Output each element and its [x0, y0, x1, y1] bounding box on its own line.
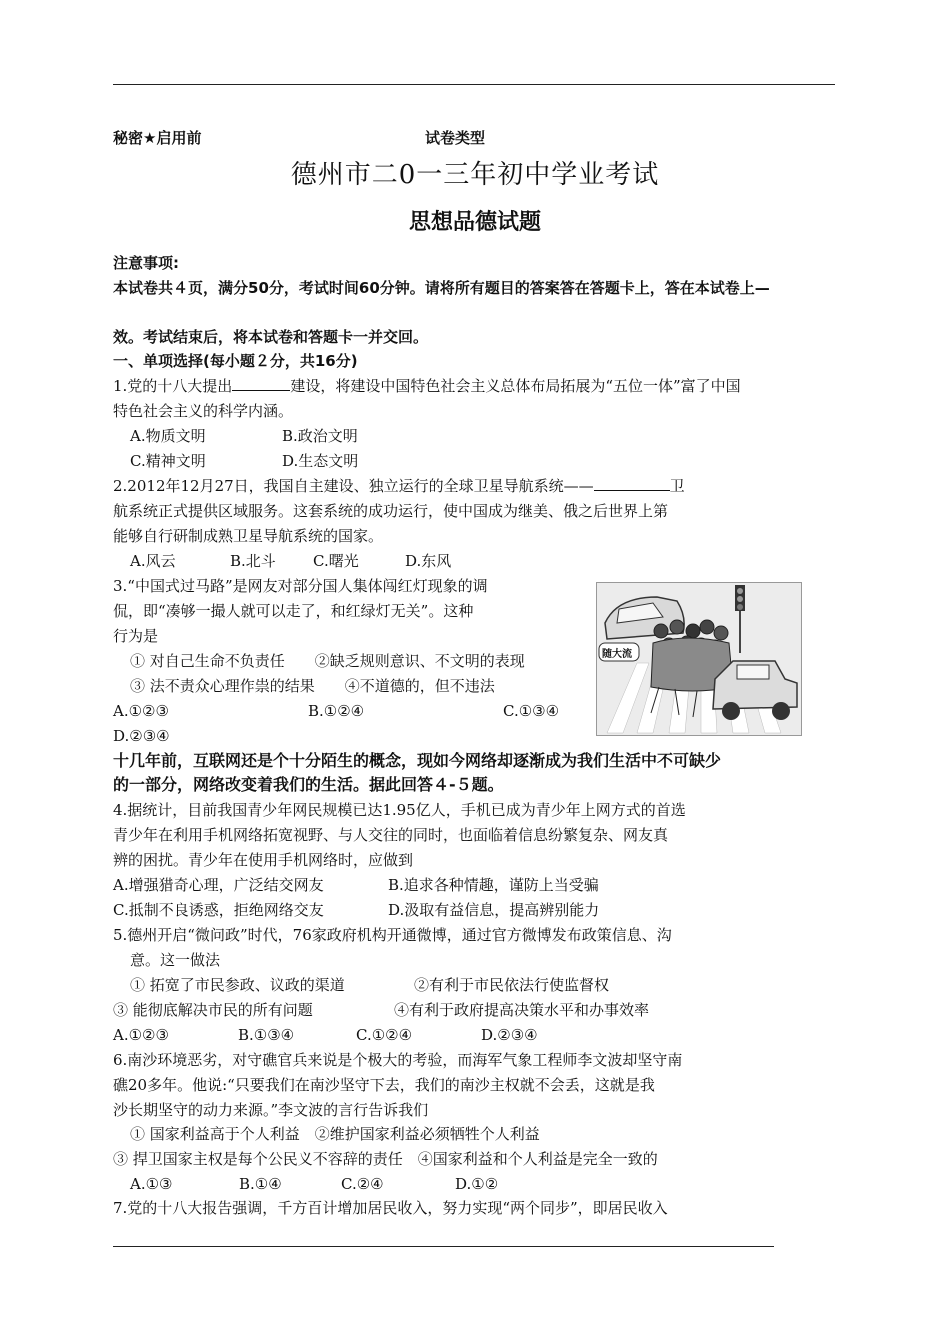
q6-line-1: 6.南沙环境恶劣，对守礁官兵来说是个极大的考验，而海军气象工程师李文波却坚守南 [113, 1051, 683, 1069]
top-rule [113, 84, 835, 85]
q5-option-a: A.①②③ [113, 1026, 169, 1044]
q5-option-b: B.①③④ [238, 1026, 295, 1044]
secret-label: 秘密★启用前 [113, 129, 202, 147]
q3-option-b: B.①②④ [308, 702, 365, 720]
q1-line-2: 特色社会主义的科学内涵。 [113, 402, 294, 420]
q2-option-d: D.东风 [405, 552, 452, 570]
q2-line-3: 能够自行研制成熟卫星导航系统的国家。 [113, 527, 384, 545]
q3-line-2: 侃，即“凑够一撮人就可以走了，和红绿灯无关”。这种 [113, 602, 474, 620]
q4-option-d: D.汲取有益信息，提高辨别能力 [388, 901, 600, 919]
q6-option-a: A.①③ [130, 1175, 173, 1193]
q2-line-2: 航系统正式提供区域服务。这套系统的成功运行，使中国成为继美、俄之后世界上第 [113, 502, 669, 520]
q2-text-a: 2.2012年12月27日，我国自主建设、独立运行的全球卫星导航系统—— [113, 477, 594, 495]
q1-line-1 [113, 376, 741, 396]
q1-option-a: A.物质文明 [130, 427, 206, 445]
notice-line-1: 本试卷共４页，满分50分，考试时间60分钟。请将所有题目的答案答在答题卡上，答在本试卷上— [113, 279, 770, 297]
q6-option-c: C.②④ [341, 1175, 384, 1193]
exam-subtitle: 思想品德试题 [408, 210, 541, 235]
q3-option-c: C.①③④ [503, 702, 560, 720]
q2-blank [594, 476, 670, 491]
q5-line-2: 意。这一做法 [130, 951, 221, 969]
q1-option-c: C.精神文明 [130, 452, 206, 470]
notice-line-2: 效。考试结束后，将本试卷和答题卡一并交回。 [113, 328, 429, 346]
q6-line-2: 礁20多年。他说:“只要我们在南沙坚守下去，我们的南沙主权就不会丢，这就是我 [113, 1076, 655, 1094]
q5-item-3: ③ 能彻底解决市民的所有问题 [113, 1001, 313, 1019]
passage-line-2: 的一部分，网络改变着我们的生活。据此回答４-５题。 [113, 775, 504, 794]
q1-text-a: 1.党的十八大提出 [113, 377, 233, 395]
q5-item-1: ① 拓宽了市民参政、议政的渠道 [130, 976, 345, 994]
q2-option-b: B.北斗 [230, 552, 276, 570]
q6-items-3-4: ③ 捍卫国家主权是每个公民义不容辞的责任 ④国家利益和个人利益是完全一致的 [113, 1150, 658, 1168]
q4-line-1: 4.据统计，目前我国青少年网民规模已达1.95亿人，手机已成为青少年上网方式的首选 [113, 801, 686, 819]
q3-option-d: D.②③④ [113, 727, 170, 745]
cartoon-bubble-text: 随大流 [602, 649, 632, 660]
q1-text-b: 建设，将建设中国特色社会主义总体布局拓展为“五位一体”富了中国 [290, 377, 741, 395]
q1-option-b: B.政治文明 [282, 427, 358, 445]
q3-option-a: A.①②③ [113, 702, 169, 720]
section-heading: 一、单项选择(每小题２分，共16分) [113, 352, 358, 370]
q5-line-1: 5.德州开启“微问政”时代，76家政府机构开通微博，通过官方微博发布政策信息、沟 [113, 926, 672, 944]
jaywalking-cartoon [596, 582, 802, 736]
q1-option-d: D.生态文明 [282, 452, 359, 470]
q5-option-c: C.①②④ [356, 1026, 413, 1044]
q2-option-c: C.曙光 [313, 552, 359, 570]
q2-text-b: 卫 [669, 477, 685, 495]
q5-item-4: ④有利于政府提高决策水平和办事效率 [394, 1001, 650, 1019]
paper-type-label: 试卷类型 [425, 129, 486, 147]
q4-option-a: A.增强猎奇心理，广泛结交网友 [113, 876, 324, 894]
q6-option-d: D.①② [455, 1175, 499, 1193]
q7-line-1: 7.党的十八大报告强调，千方百计增加居民收入，努力实现“两个同步”，即居民收入 [113, 1199, 668, 1217]
q3-line-3: 行为是 [113, 627, 159, 645]
bottom-rule [113, 1246, 774, 1247]
q4-option-b: B.追求各种情趣，谨防上当受骗 [388, 876, 599, 894]
q5-option-d: D.②③④ [481, 1026, 538, 1044]
q4-option-c: C.抵制不良诱惑，拒绝网络交友 [113, 901, 324, 919]
q2-option-a: A.风云 [130, 552, 176, 570]
notice-heading: 注意事项: [113, 254, 179, 272]
q1-blank [232, 376, 290, 391]
q3-line-1: 3.“中国式过马路”是网友对部分国人集体闯红灯现象的调 [113, 577, 488, 595]
q6-line-3: 沙长期坚守的动力来源。”李文波的言行告诉我们 [113, 1101, 429, 1119]
q3-items-1-2: ① 对自己生命不负责任 ②缺乏规则意识、不文明的表现 [130, 652, 525, 670]
q6-option-b: B.①④ [239, 1175, 282, 1193]
q5-item-2: ②有利于市民依法行使监督权 [414, 976, 610, 994]
q2-line-1 [113, 476, 685, 496]
q6-items-1-2: ① 国家利益高于个人利益 ②维护国家利益必须牺牲个人利益 [130, 1125, 540, 1143]
q4-line-2: 青少年在利用手机网络拓宽视野、与人交往的同时，也面临着信息纷繁复杂、网友真 [113, 826, 669, 844]
q3-items-3-4: ③ 法不责众心理作祟的结果 ④不道德的，但不违法 [130, 677, 495, 695]
q4-line-3: 辨的困扰。青少年在使用手机网络时，应做到 [113, 851, 414, 869]
passage-line-1: 十几年前，互联网还是个十分陌生的概念，现如今网络却逐渐成为我们生活中不可缺少 [113, 751, 722, 770]
exam-title: 德州市二0一三年初中学业考试 [290, 160, 660, 190]
